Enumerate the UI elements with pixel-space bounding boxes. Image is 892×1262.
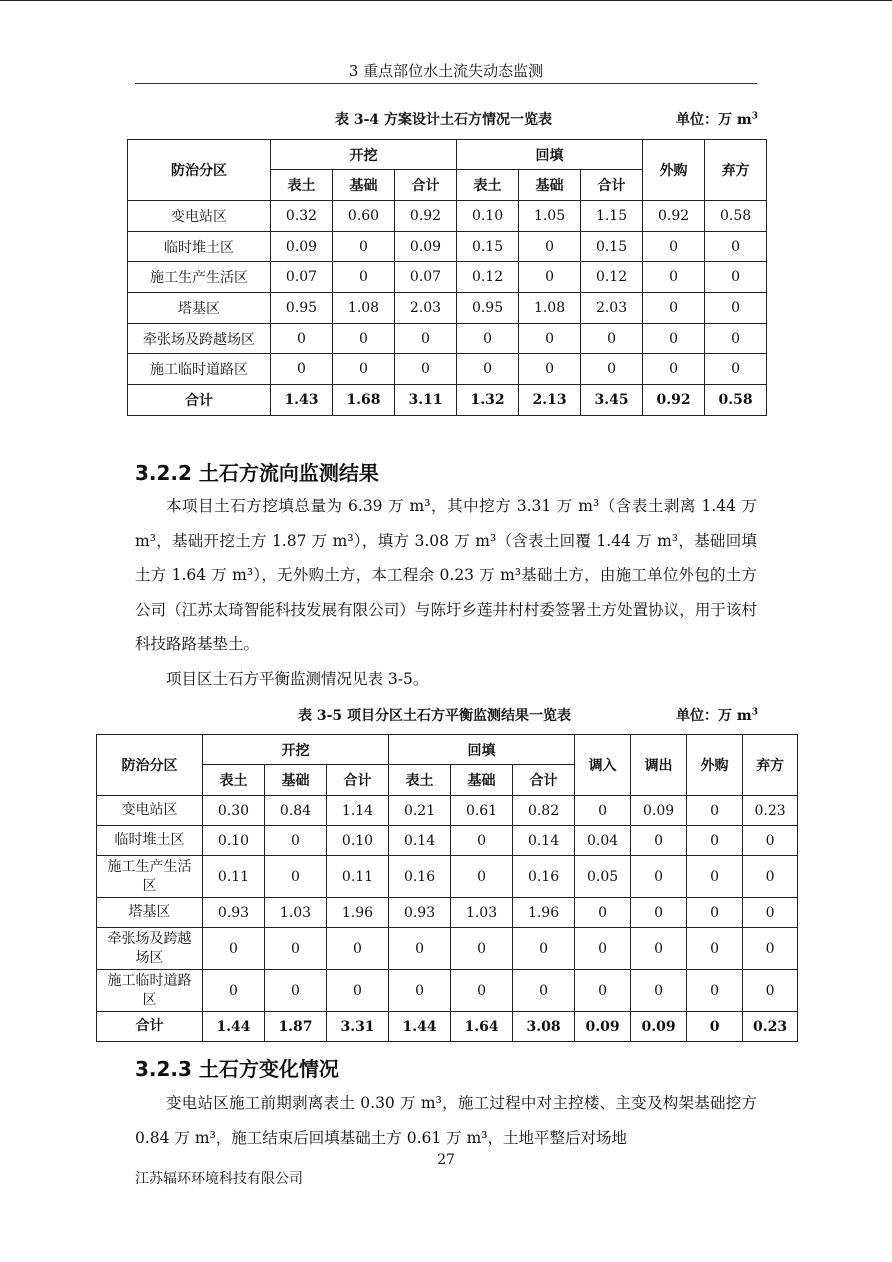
table-row [97,928,798,970]
table-cell: 0 [333,354,395,385]
table-cell: 0 [743,856,798,898]
purchase-header: 外购 [687,735,743,796]
table-cell: 0 [451,856,513,898]
table-cell: 0.09 [395,232,457,262]
table-cell: 0.58 [705,385,767,416]
table-cell: 1.15 [581,201,643,232]
section-heading-3-2-2: 3.2.2 土石方流向监测结果 [135,461,379,485]
table-row [128,293,767,324]
table-cell: 0.09 [631,796,687,826]
table-cell: 0 [687,928,743,970]
row-label: 塔基区 [97,898,203,928]
table-row [128,201,767,232]
table-cell: 0.95 [271,293,333,324]
table-cell: 0 [451,826,513,856]
table-cell: 1.44 [203,1012,265,1042]
table-cell: 0 [705,293,767,324]
table-cell: 0.93 [389,898,451,928]
table-cell: 0.92 [643,385,705,416]
table1-unit: 单位：万 $m^3$ [676,111,758,128]
table-cell: 0 [451,928,513,970]
table-cell: 0 [333,262,395,293]
table-cell: 0.11 [203,856,265,898]
table-cell: 0 [581,324,643,354]
table-cell: 0.92 [643,201,705,232]
table-row [128,262,767,293]
table-cell: 0.10 [203,826,265,856]
table-cell: 0.23 [743,796,798,826]
table-cell: 0 [513,928,575,970]
table-cell: 0.16 [513,856,575,898]
table-cell: 0 [457,354,519,385]
table-cell: 0 [687,826,743,856]
table-cell: 0.14 [389,826,451,856]
table-cell: 0 [389,970,451,1012]
sub-header: 合计 [581,170,643,201]
row-label: 施工生产生活区 [97,856,203,898]
table-cell: 1.14 [327,796,389,826]
table-cell: 0 [643,293,705,324]
table-cell: 0 [687,796,743,826]
table-cell: 0 [575,796,631,826]
table-row [97,796,798,826]
table-cell: 0 [643,262,705,293]
table-cell: 3.08 [513,1012,575,1042]
table-row [97,970,798,1012]
table-cell: 0 [575,928,631,970]
table-cell: 2.03 [581,293,643,324]
table-cell: 0.12 [581,262,643,293]
table-cell: 1.05 [519,201,581,232]
table-cell: 0 [643,232,705,262]
table-cell: 3.11 [395,385,457,416]
table-cell: 0.61 [451,796,513,826]
table-cell: 0.04 [575,826,631,856]
sub-header: 表土 [389,765,451,796]
table-cell: 0.84 [265,796,327,826]
table-cell: 2.13 [519,385,581,416]
table-cell: 0 [687,898,743,928]
table-cell: 1.08 [333,293,395,324]
page-number: 27 [437,1152,455,1168]
sub-header: 合计 [395,170,457,201]
sub-header: 表土 [203,765,265,796]
purchase-header: 外购 [643,140,705,201]
table-cell: 1.44 [389,1012,451,1042]
table-row [128,354,767,385]
table-cell: 0.11 [327,856,389,898]
body-paragraph-2 [135,1086,757,1155]
table-cell: 0 [395,354,457,385]
row-label: 合计 [128,385,271,416]
excavate-group-header: 开挖 [271,140,457,170]
table-cell: 0.09 [631,1012,687,1042]
table-cell: 0 [451,970,513,1012]
col-zone-header: 防治分区 [97,735,203,796]
paragraph-text: 项目区土石方平衡监测情况见表 3-5。 [166,669,429,688]
table-cell: 0 [265,856,327,898]
table-cell: 0 [643,354,705,385]
paragraph-text: 本项目土石方挖填总量为 6.39 万 m³，其中挖方 3.31 万 m³（含表土剥离 1.44 万 m³，基础开挖土方 1.87 万 m³），填方 3.08 万 m³（含表土回覆 1.44 万 m³，基础回填土方 1.64 万 m³），无外购土方，本工程余 0.23 万 m³基础土方，由施工单位外包的土方公司（江苏太琦智能科技发展有限公司）与陈圩乡莲井村村委签署土方处置协议，用于该村科技路路基垫土。 [135,497,757,653]
discard-header: 弃方 [743,735,798,796]
table-cell: 1.64 [451,1012,513,1042]
table-row [97,856,798,898]
table-cell: 0 [265,826,327,856]
table-cell: 0 [265,970,327,1012]
table-cell: 0 [743,928,798,970]
table-cell: 0 [389,928,451,970]
paragraph-text: 变电站区施工前期剥离表土 0.30 万 m³，施工过程中对主控楼、主变及构架基础挖方 0.84 万 m³，施工结束后回填基础土方 0.61 万 m³，土地平整后对场地 [135,1094,757,1147]
row-label: 施工临时道路区 [97,970,203,1012]
table2-caption: 表 3-5 项目分区土石方平衡监测结果一览表 [298,708,572,724]
table-cell: 1.43 [271,385,333,416]
table-cell: 0.95 [457,293,519,324]
table-cell: 0.60 [333,201,395,232]
table-cell: 0 [705,354,767,385]
sub-header: 基础 [519,170,581,201]
table-cell: 0 [513,970,575,1012]
table-cell: 0.15 [581,232,643,262]
section-heading-3-2-3: 3.2.3 土石方变化情况 [135,1057,339,1081]
table-total-row [97,1012,798,1042]
table-cell: 0 [519,324,581,354]
table-cell: 0 [327,928,389,970]
table-cell: 0.12 [457,262,519,293]
table-cell: 1.68 [333,385,395,416]
table-cell: 0 [705,324,767,354]
table-cell: 0.32 [271,201,333,232]
table-cell: 0 [631,928,687,970]
table-cell: 0.09 [271,232,333,262]
table-cell: 0 [743,826,798,856]
sub-header: 表土 [271,170,333,201]
table-cell: 0.15 [457,232,519,262]
table1-caption: 表 3-4 方案设计土石方情况一览表 [335,112,553,128]
table-cell: 0 [575,898,631,928]
table-cell: 0 [271,324,333,354]
row-label: 塔基区 [128,293,271,324]
row-label: 牵张场及跨越场区 [97,928,203,970]
table-cell: 1.96 [513,898,575,928]
table-cell: 0.58 [705,201,767,232]
table-cell: 0.05 [575,856,631,898]
excavate-group-header: 开挖 [203,735,389,765]
table-cell: 0 [333,324,395,354]
table-cell: 0 [265,928,327,970]
table-cell: 1.03 [265,898,327,928]
table-cell: 0 [575,970,631,1012]
row-label: 临时堆土区 [128,232,271,262]
body-paragraph-1 [135,489,757,696]
table-cell: 0 [705,262,767,293]
sub-header: 合计 [327,765,389,796]
table-cell: 0 [631,826,687,856]
table-cell: 0 [743,970,798,1012]
sub-header: 合计 [513,765,575,796]
table-row [97,898,798,928]
transfer-in-header: 调入 [575,735,631,796]
table-cell: 0.16 [389,856,451,898]
table-cell: 1.08 [519,293,581,324]
table-3-4 [127,139,767,416]
table-cell: 0.92 [395,201,457,232]
table-cell: 0 [271,354,333,385]
transfer-out-header: 调出 [631,735,687,796]
table-cell: 0 [519,354,581,385]
table-cell: 0 [457,324,519,354]
table-cell: 0 [687,1012,743,1042]
running-header: 3 重点部位水土流失动态监测 [348,62,544,80]
table-cell: 0 [519,262,581,293]
table-cell: 0.10 [327,826,389,856]
table-cell: 0 [327,970,389,1012]
header-rule [135,83,757,84]
table-row [97,826,798,856]
table2-unit: 单位：万 $m^3$ [676,707,758,724]
table-cell: 0.14 [513,826,575,856]
table-cell: 0.07 [395,262,457,293]
table-cell: 3.31 [327,1012,389,1042]
sub-header: 基础 [451,765,513,796]
col-zone-header: 防治分区 [128,140,271,201]
table-cell: 0 [631,898,687,928]
table-cell: 1.32 [457,385,519,416]
row-label: 变电站区 [97,796,203,826]
table-cell: 0.30 [203,796,265,826]
row-label: 临时堆土区 [97,826,203,856]
footer-company: 江苏辐环环境科技有限公司 [135,1171,303,1187]
top-border [0,0,892,1]
table-cell: 0 [631,856,687,898]
row-label: 施工临时道路区 [128,354,271,385]
table-cell: 0.82 [513,796,575,826]
row-label: 施工生产生活区 [128,262,271,293]
table-cell: 1.96 [327,898,389,928]
table-cell: 1.03 [451,898,513,928]
table-row [128,232,767,262]
table-total-row [128,385,767,416]
row-label: 合计 [97,1012,203,1042]
discard-header: 弃方 [705,140,767,201]
table-cell: 0 [705,232,767,262]
sub-header: 表土 [457,170,519,201]
table-cell: 0 [333,232,395,262]
table-cell: 3.45 [581,385,643,416]
table-cell: 0 [581,354,643,385]
table-3-5 [96,734,798,1042]
fill-group-header: 回填 [389,735,575,765]
table-cell: 0.07 [271,262,333,293]
table-cell: 0 [395,324,457,354]
table-cell: 0.10 [457,201,519,232]
sub-header: 基础 [265,765,327,796]
table-cell: 0.23 [743,1012,798,1042]
row-label: 变电站区 [128,201,271,232]
table-cell: 2.03 [395,293,457,324]
table-cell: 0 [687,856,743,898]
table-cell: 0 [743,898,798,928]
sub-header: 基础 [333,170,395,201]
table-cell: 0.09 [575,1012,631,1042]
table-cell: 0 [519,232,581,262]
table-cell: 0 [203,928,265,970]
fill-group-header: 回填 [457,140,643,170]
table-cell: 0.93 [203,898,265,928]
table-cell: 0.21 [389,796,451,826]
table-cell: 0 [203,970,265,1012]
row-label: 牵张场及跨越场区 [128,324,271,354]
table-cell: 0 [631,970,687,1012]
table-cell: 0 [687,970,743,1012]
table-row [128,324,767,354]
table-cell: 0 [643,324,705,354]
table-cell: 1.87 [265,1012,327,1042]
